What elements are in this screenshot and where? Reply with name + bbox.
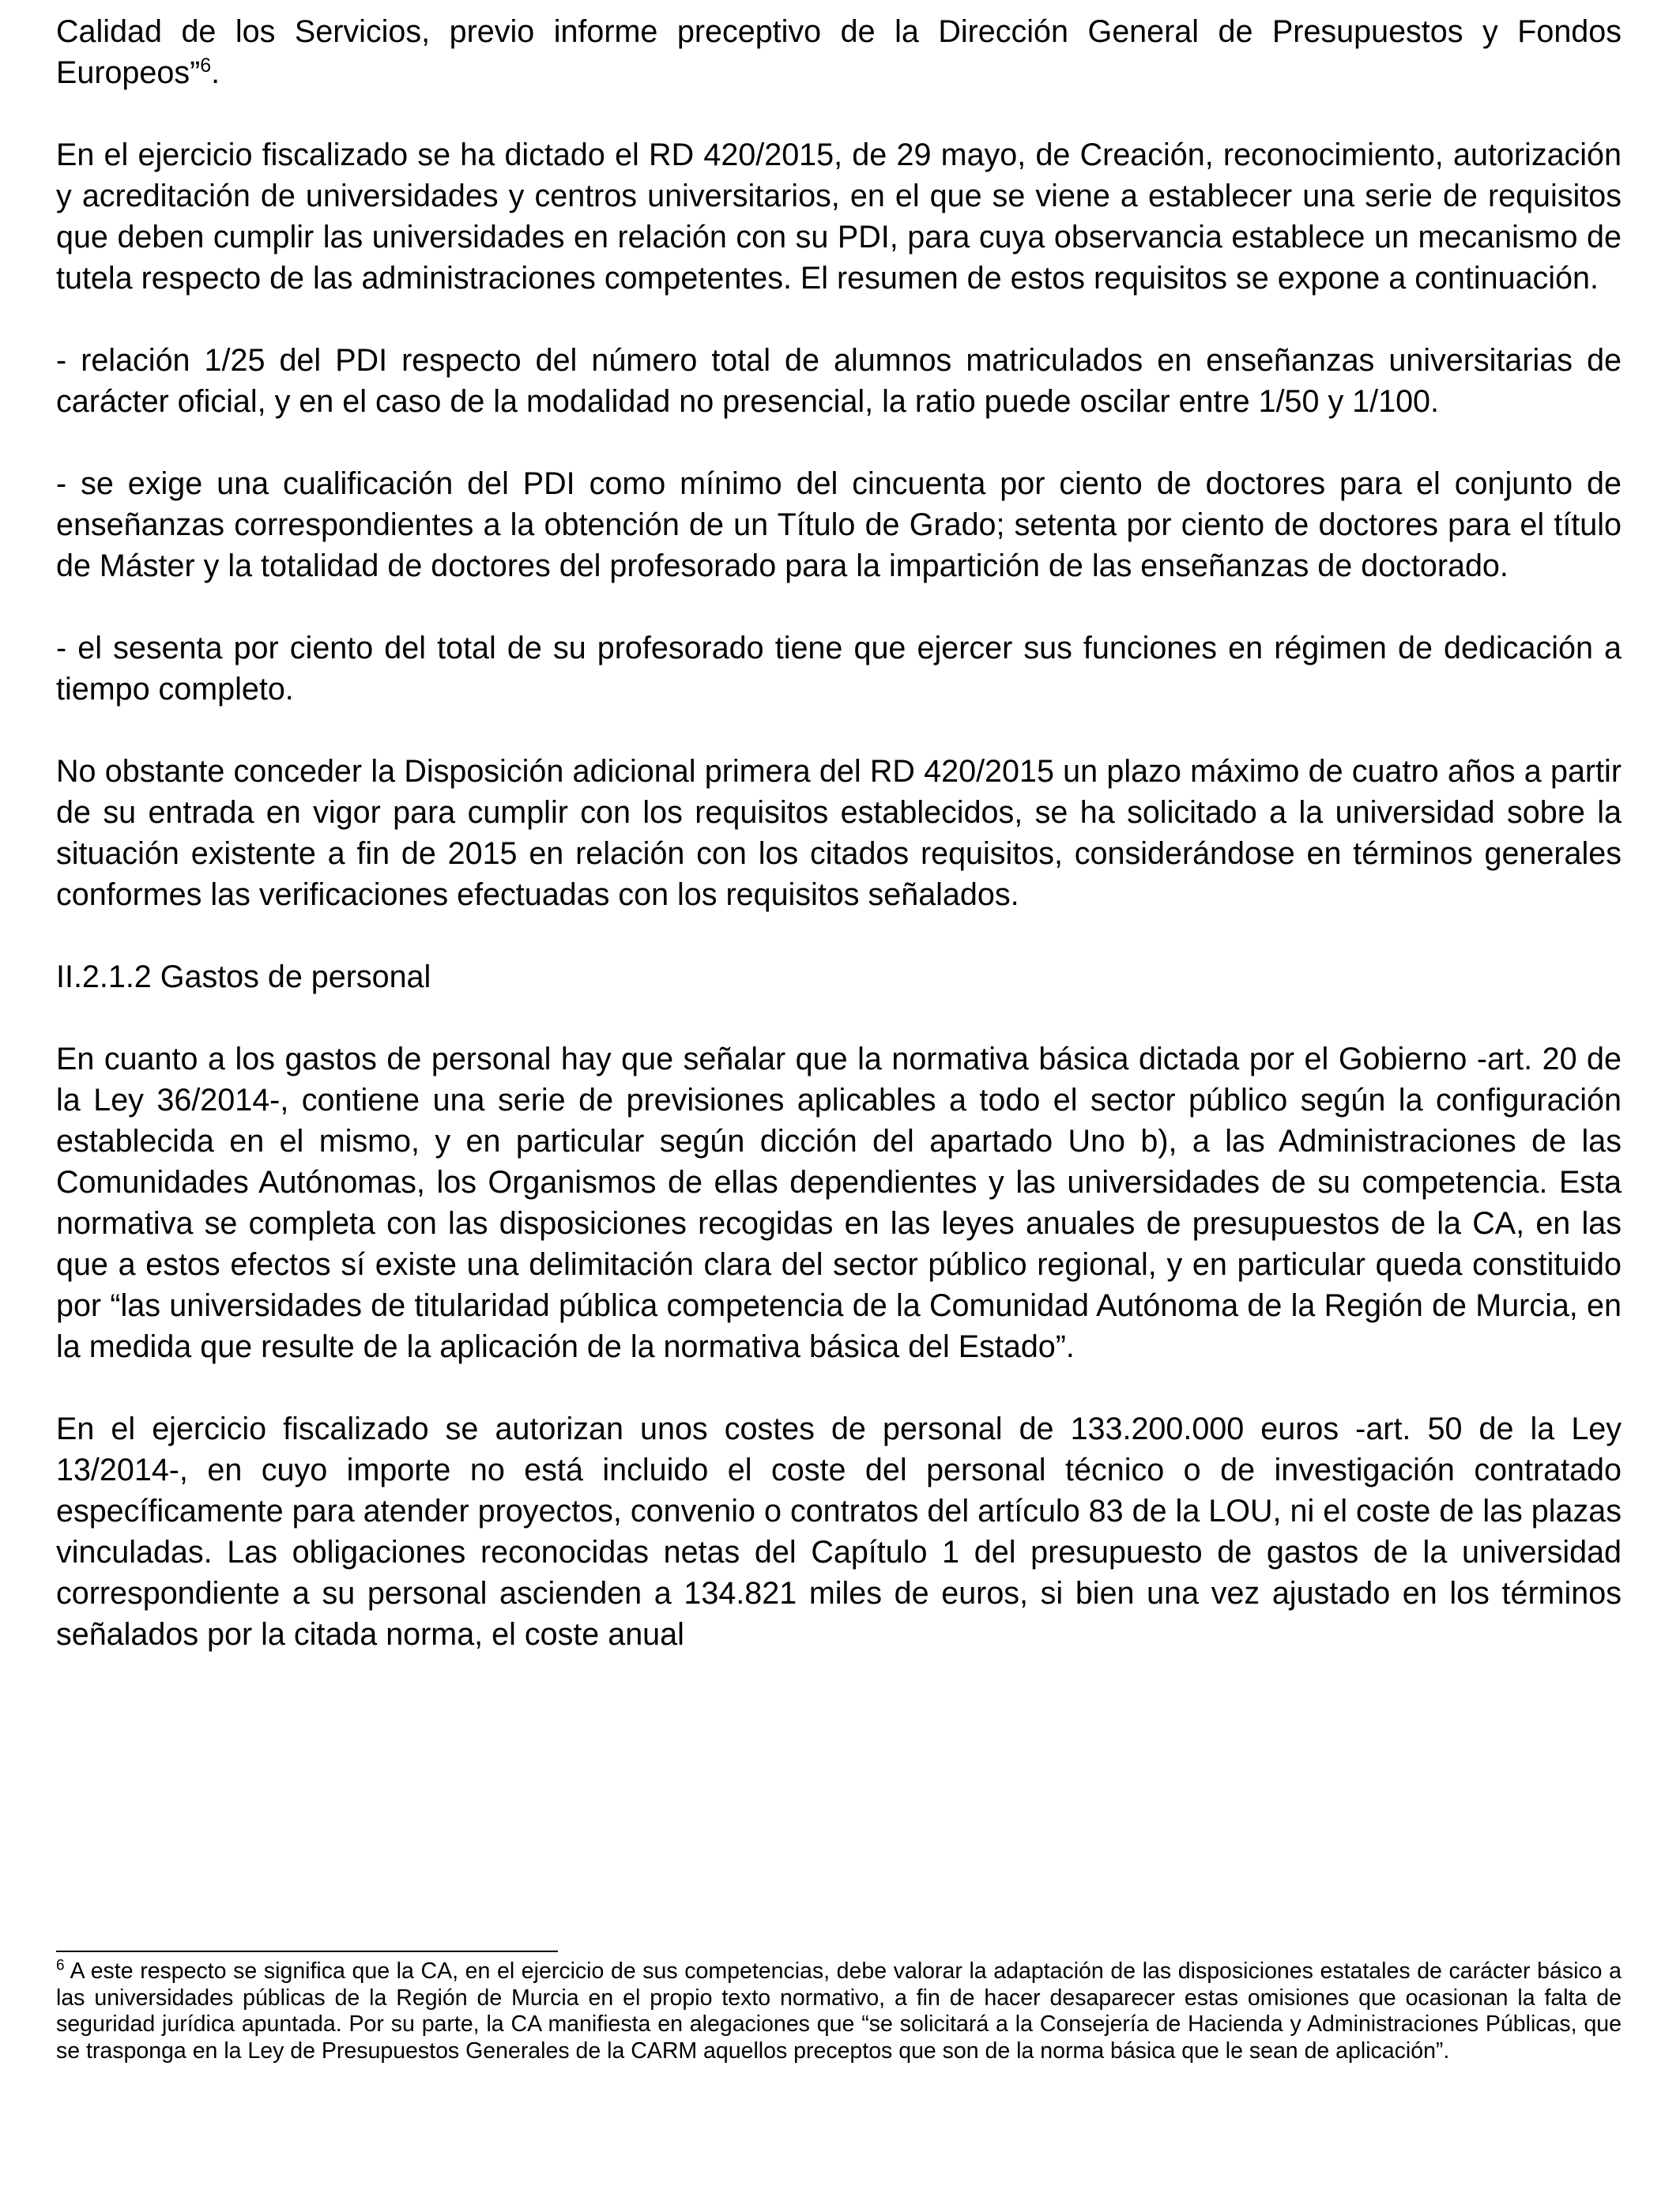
footnote (56, 1958, 1622, 2064)
section-heading: II.2.1.2 Gastos de personal (56, 959, 431, 994)
footnote-text: A este respecto se significa que la CA, en el ejercicio de sus competencias, debe valorar la adaptación de las disposiciones estatales de carácter básico a las universidades públicas de la Región de Murcia en el propio texto normativo, a fin de hacer desaparecer estas omisiones que ocasionan la falta de seguridad jurídica apuntada. Por su parte, la CA manifiesta en alegaciones que “se solicitará a la Consejería de Hacienda y Administraciones Públicas, que se trasponga en la Ley de Presupuestos Generales de la CARM aquellos preceptos que son de la norma básica que le sean de aplicación”. (56, 1958, 1622, 2064)
paragraph-text: Calidad de los Servicios, previo informe preceptivo de la Dirección General de Presupuestos y Fondos Europeos” (56, 14, 1622, 90)
paragraph-requirement-qualification: - se exige una cualificación del PDI como mínimo del cincuenta por ciento de doctores para el conjunto de enseñanzas correspondientes a la obtención de un Título de Grado; setenta por ciento de doctores para el título de Máster y la totalidad de doctores del profesorado para la impartición de las enseñanzas de doctorado. (56, 466, 1622, 583)
paragraph-intro-continuation (56, 11, 1622, 93)
paragraph-requirement-ratio: - relación 1/25 del PDI respecto del número total de alumnos matriculados en enseñanzas universitarias de carácter oficial, y en el caso de la modalidad no presencial, la ratio puede oscilar entre 1/50 y 1/100. (56, 343, 1622, 419)
paragraph-requirement-fulltime: - el sesenta por ciento del total de su profesorado tiene que ejercer sus funciones en régimen de dedicación a tiempo completo. (56, 631, 1622, 707)
paragraph-personnel-costs: En el ejercicio fiscalizado se autorizan unos costes de personal de 133.200.000 euros -art. 50 de la Ley 13/2014-, en cuyo importe no está incluido el coste del personal técnico o de investigación contratado específicamente para atender proyectos, convenio o contratos del artículo 83 de la LOU, ni el coste de las plazas vinculadas. Las obligaciones reconocidas netas del Capítulo 1 del presupuesto de gastos de la universidad correspondiente a su personal ascienden a 134.821 miles de euros, si bien una vez ajustado en los términos señalados por la citada norma, el coste anual (56, 1412, 1622, 1652)
footnote-separator (56, 1951, 558, 1952)
footnote-number: 6 (56, 1957, 65, 1974)
paragraph-rd-420: En el ejercicio fiscalizado se ha dictado el RD 420/2015, de 29 mayo, de Creación, reconocimiento, autorización y acreditación de universidades y centros universitarios, en el que se viene a establecer una serie de requisitos que deben cumplir las universidades en relación con su PDI, para cuya observancia establece un mecanismo de tutela respecto de las administraciones competentes. El resumen de estos requisitos se expone a continuación. (56, 138, 1622, 296)
paragraph-transitional-period: No obstante conceder la Disposición adicional primera del RD 420/2015 un plazo máximo de cuatro años a partir de su entrada en vigor para cumplir con los requisitos establecidos, se ha solicitado a la universidad sobre la situación existente a fin de 2015 en relación con los citados requisitos, considerándose en términos generales conformes las verificaciones efectuadas con los requisitos señalados. (56, 754, 1622, 912)
footnote-reference[interactable]: 6 (200, 54, 212, 77)
paragraph-personnel-expenses: En cuanto a los gastos de personal hay que señalar que la normativa básica dictada por el Gobierno -art. 20 de la Ley 36/2014-, contiene una serie de previsiones aplicables a todo el sector público según la configuración establecida en el mismo, y en particular según dicción del apartado Uno b), a las Administraciones de las Comunidades Autónomas, los Organismos de ellas dependientes y las universidades de su competencia. Esta normativa se completa con las disposiciones recogidas en las leyes anuales de presupuestos de la CA, en las que a estos efectos sí existe una delimitación clara del sector público regional, y en particular queda constituido por “las universidades de titularidad pública competencia de la Comunidad Autónoma de la Región de Murcia, en la medida que resulte de la aplicación de la normativa básica del Estado”. (56, 1042, 1622, 1364)
document-body (56, 11, 1622, 1696)
paragraph-end: . (211, 55, 220, 90)
